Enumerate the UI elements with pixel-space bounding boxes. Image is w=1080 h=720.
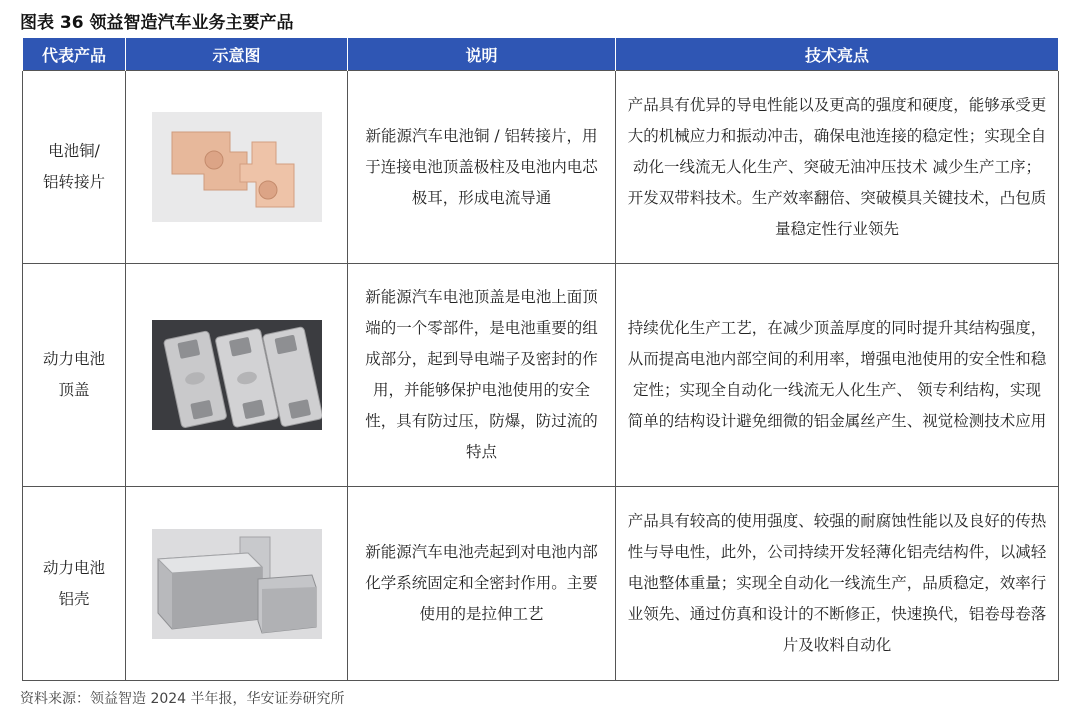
battery-top-cover-image — [152, 320, 322, 430]
table-header-row — [23, 38, 1059, 71]
product-name: 动力电池 顶盖 — [23, 264, 126, 487]
product-description: 新能源汽车电池壳起到对电池内部化学系统固定和全密封作用。主要使用的是拉伸工艺 — [348, 487, 616, 681]
copper-aluminum-adapter-image — [152, 112, 322, 222]
product-highlights: 产品具有优异的导电性能以及更高的强度和硬度，能够承受更大的机械应力和振动冲击，确保电池连接的稳定性；实现全自动化一线流无人化生产、突破无油冲压技术 减少生产工序；开发双带料技术。生产效率翻倍、突破模具关键技术，凸包质量稳定性行业领先 — [616, 71, 1059, 264]
image-cell — [126, 264, 348, 487]
source-note: 资料来源：领益智造 2024 半年报，华安证券研究所 — [20, 691, 345, 707]
product-name: 动力电池 铝壳 — [23, 487, 126, 681]
product-highlights: 产品具有较高的使用强度、较强的耐腐蚀性能以及良好的传热性与导电性，此外，公司持续开发轻薄化铝壳结构件，以减轻电池整体重量；实现全自动化一线流生产，品质稳定，效率行业领先、通过仿真和设计的不断修正，快速换代，铝卷母卷落片及收料自动化 — [616, 487, 1059, 681]
figure-title: 图表 36 领益智造汽车业务主要产品 — [20, 13, 294, 33]
header-highlights: 技术亮点 — [616, 38, 1059, 71]
table-row — [23, 264, 1059, 487]
product-highlights: 持续优化生产工艺，在减少顶盖厚度的同时提升其结构强度，从而提高电池内部空间的利用率，增强电池使用的安全性和稳定性；实现全自动化一线流无人化生产、 领专利结构，实现简单的结构设计避免细微的铝金属丝产生、视觉检测技术应用 — [616, 264, 1059, 487]
header-product: 代表产品 — [23, 38, 126, 71]
aluminum-shell-image — [152, 529, 322, 639]
table-row — [23, 487, 1059, 681]
header-image: 示意图 — [126, 38, 348, 71]
product-table — [22, 38, 1059, 681]
product-description: 新能源汽车电池铜 / 铝转接片，用于连接电池顶盖极柱及电池内电芯极耳，形成电流导通 — [348, 71, 616, 264]
header-description: 说明 — [348, 38, 616, 71]
table-row — [23, 71, 1059, 264]
image-cell — [126, 487, 348, 681]
product-description: 新能源汽车电池顶盖是电池上面顶端的一个零部件，是电池重要的组成部分，起到导电端子及密封的作用，并能够保护电池使用的安全性，具有防过压，防爆，防过流的特点 — [348, 264, 616, 487]
product-name: 电池铜/ 铝转接片 — [23, 71, 126, 264]
image-cell — [126, 71, 348, 264]
